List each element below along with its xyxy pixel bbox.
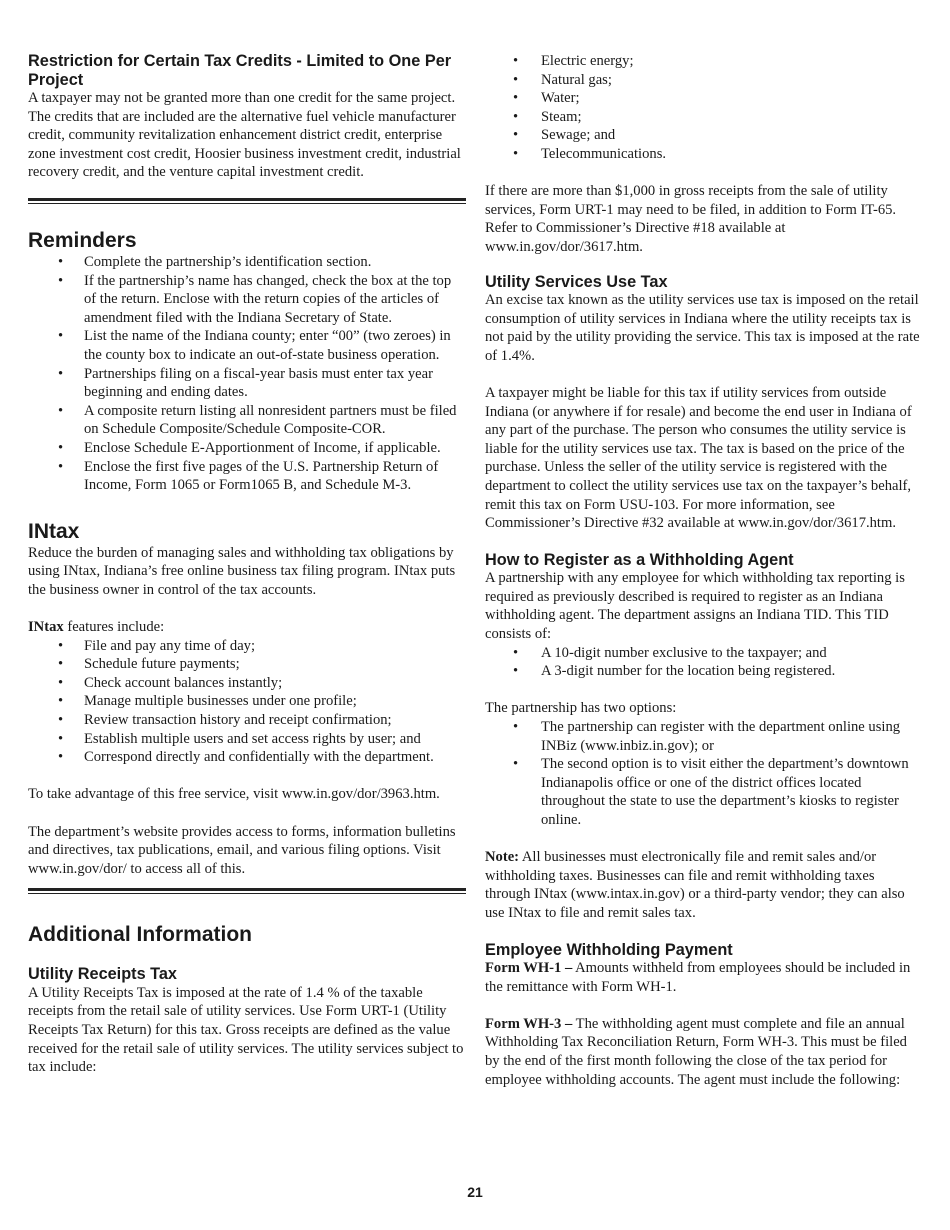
list-item: • A 3-digit number for the location being registered. — [485, 662, 923, 681]
list-item: • If the partnership’s name has changed, check the box at the top of the return. Enclose with the return copies of the articles of amendment filed with the Indiana Secretary of State. — [28, 272, 466, 328]
list-item: • Enclose Schedule E-Apportionment of Income, if applicable. — [28, 439, 466, 458]
list-item: • Complete the partnership’s identification section. — [28, 253, 466, 272]
right-column — [485, 52, 923, 1089]
list-item: • Manage multiple businesses under one profile; — [28, 692, 466, 711]
use-tax-heading: Utility Services Use Tax — [485, 272, 668, 291]
wh3-label: Form WH-3 – — [485, 1015, 573, 1032]
register-paragraph: A partnership with any employee for which withholding tax reporting is required as previously described is required to register as an Indiana withholding agent. The department assigns an Indiana TID. This TID consists of: — [485, 570, 905, 643]
intax-visit: To take advantage of this free service, visit www.in.gov/dor/3963.htm. — [28, 786, 440, 803]
list-item: • Review transaction history and receipt confirmation; — [28, 711, 466, 730]
left-column — [28, 52, 466, 1077]
list-item: • The partnership can register with the department online using INBiz (www.inbiz.in.gov); or — [485, 718, 923, 755]
wh1-label: Form WH-1 – — [485, 960, 573, 977]
restriction-heading: Restriction for Certain Tax Credits - Limited to One Per Project — [28, 52, 452, 89]
note-paragraph: Note: All businesses must electronically file and remit sales and/or withholding taxes. Businesses can file and remit withholding taxes through INtax (www.intax.in.gov) or a third-party vendor; they can also use INtax to file and remit sales tax. — [485, 849, 905, 921]
options-intro: The partnership has two options: — [485, 700, 677, 717]
list-item: • File and pay any time of day; — [28, 637, 466, 656]
list-item: • Natural gas; — [485, 71, 923, 90]
restriction-body: A taxpayer may not be granted more than one credit for the same project. The credits that are included are the alternative fuel vehicle manufacturer credit, community revitalization enhancement district credit, enterprise zone investment cost credit, Hoosier business investment credit, industrial recovery credit, and the venture capital investment credit. — [28, 90, 461, 181]
intax-bold-label: INtax — [28, 619, 64, 636]
list-item: • The second option is to visit either the department’s downtown Indianapolis office or one of the district offices located throughout the state to use the department’s kiosks to register online. — [485, 755, 923, 829]
intax-features-intro: INtax features include: — [28, 619, 165, 636]
payment-heading: Employee Withholding Payment — [485, 940, 733, 959]
list-item: • A 10-digit number exclusive to the taxpayer; and — [485, 644, 923, 663]
list-item: • Electric energy; — [485, 52, 923, 71]
list-item: • Water; — [485, 89, 923, 108]
list-item: • Check account balances instantly; — [28, 674, 466, 693]
utility-services-list — [485, 52, 923, 164]
intax-features-list — [28, 637, 466, 767]
reminders-list — [28, 253, 466, 495]
list-item: • Sewage; and — [485, 126, 923, 145]
urt-note: If there are more than $1,000 in gross receipts from the sale of utility services, Form URT-1 may need to be filed, in addition to Form IT-65. Refer to Commissioner’s Directive #18 available at www.in.gov/dor/3617.htm. — [485, 183, 897, 255]
list-item: • Correspond directly and confidentially with the department. — [28, 748, 466, 767]
list-item: • List the name of the Indiana county; enter “00” (two zeroes) in the county box to indicate an out-of-state business operation. — [28, 327, 466, 364]
register-heading: How to Register as a Withholding Agent — [485, 550, 794, 569]
list-item: • A composite return listing all nonresident partners must be filed on Schedule Composite/Schedule Composite-COR. — [28, 402, 466, 439]
utility-receipts-body: A Utility Receipts Tax is imposed at the rate of 1.4 % of the taxable receipts from the retail sale of utility services. Use Form URT-1 (Utility Receipts Tax Return) for this tax. Gross receipts are defined as the value received for the retail sale of utility services. The utility services subject to tax include: — [28, 984, 464, 1076]
wh1-paragraph: Form WH-1 – Amounts withheld from employees should be included in the remittance with Form WH-1. — [485, 960, 911, 995]
website-paragraph: The department’s website provides access to forms, information bulletins and directives, tax publications, email, and various filing options. Visit www.in.gov/dor/ to access all of this. — [28, 823, 456, 877]
wh3-paragraph: Form WH-3 – The withholding agent must complete and file an annual Withholding Tax Reconciliation Return, Form WH-3. This must be filed by the end of the first month following the close of the tax period for employee withholding accounts. The agent must include the following: — [485, 1015, 907, 1088]
utility-receipts-heading: Utility Receipts Tax — [28, 965, 177, 984]
list-item: • Telecommunications. — [485, 145, 923, 164]
list-item: • Partnerships filing on a fiscal-year basis must enter tax year beginning and ending dates. — [28, 365, 466, 402]
tid-list — [485, 644, 923, 681]
use-tax-paragraph: An excise tax known as the utility services use tax is imposed on the retail consumption of utility services in Indiana where the utility receipts tax is not paid by the utility providing the service. This tax is imposed at the rate of 1.4%. — [485, 292, 920, 364]
list-item: • Enclose the first five pages of the U.S. Partnership Return of Income, Form 1065 or Form1065 B, and Schedule M-3. — [28, 458, 466, 495]
list-item: • Schedule future payments; — [28, 655, 466, 674]
list-item: • Establish multiple users and set access rights by user; and — [28, 730, 466, 749]
note-label: Note: — [485, 849, 520, 866]
list-item: • Steam; — [485, 108, 923, 127]
reminders-heading: Reminders — [28, 228, 137, 252]
intax-intro: Reduce the burden of managing sales and withholding tax obligations by using INtax, Indiana’s free online business tax filing program. INtax puts the business owner in control of the tax accounts. — [28, 544, 456, 598]
additional-info-heading: Additional Information — [28, 923, 252, 947]
use-tax-paragraph: A taxpayer might be liable for this tax if utility services from outside Indiana (or anywhere if for resale) and become the end user in Indiana of any part of the purchase. The person who consumes the utility service is liable for the utility services use tax. The tax is based on the price of the purchase. Unless the seller of the utility service is registered with the department to collect the utility services use tax on the taxpayer’s behalf, remit this tax on Form USU-103. For more information, see Commissioner’s Directive #32 available at www.in.gov/dor/3617.htm. — [485, 385, 912, 532]
page-number: 21 — [467, 1184, 483, 1200]
intax-heading: INtax — [28, 519, 80, 543]
options-list — [485, 718, 923, 830]
